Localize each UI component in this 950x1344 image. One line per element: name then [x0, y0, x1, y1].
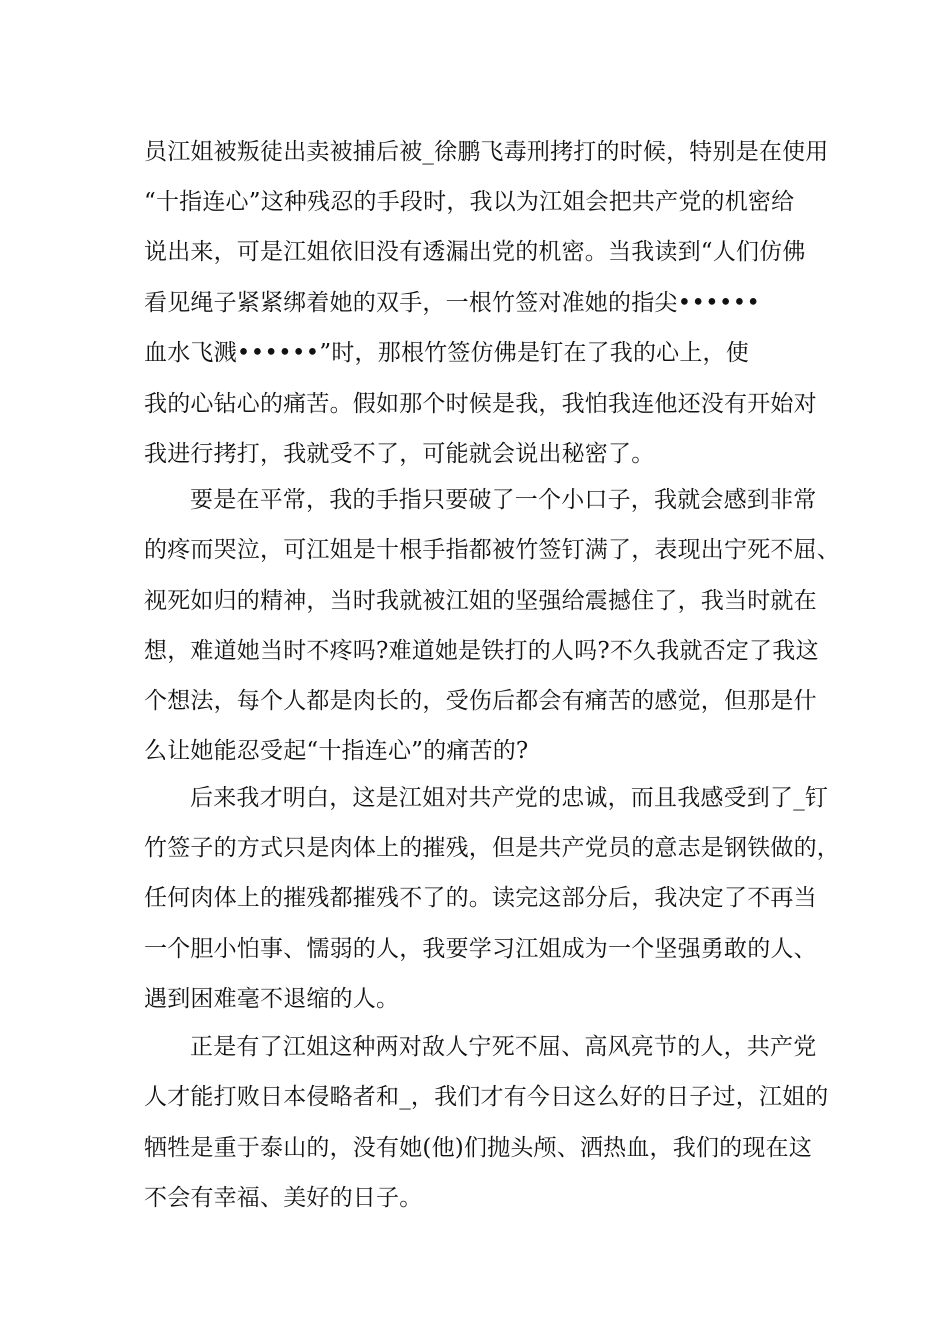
text-line: 说出来，可是江姐依旧没有透漏出党的机密。当我读到“人们仿佛	[144, 239, 806, 265]
text-line: 我进行拷打，我就受不了，可能就会说出秘密了。	[144, 441, 655, 467]
paragraph-first-line: 正是有了江姐这种两对敌人宁死不屈、高风亮节的人，共产党	[190, 1034, 817, 1060]
text-line: 牺牲是重于泰山的，没有她(他)们抛头颅、洒热血，我们的现在这	[144, 1135, 812, 1161]
text-line: 视死如归的精神，当时我就被江姐的坚强给震撼住了，我当时就在	[144, 588, 817, 614]
text-line: 的疼而哭泣，可江姐是十根手指都被竹签钉满了，表现出宁死不屈、	[144, 537, 840, 563]
text-line: 我的心钻心的痛苦。假如那个时候是我，我怕我连他还没有开始对	[144, 391, 817, 417]
text-line: 么让她能忍受起“十指连心”的痛苦的?	[144, 738, 529, 764]
text-line: 人才能打败日本侵略者和_，我们才有今日这么好的日子过，江姐的	[144, 1084, 829, 1110]
text-line: 竹签子的方式只是肉体上的摧残，但是共产党员的意志是钢铁做的，	[144, 835, 840, 861]
text-line: 看见绳子紧紧绑着她的双手，一根竹签对准她的指尖••••••	[144, 290, 761, 316]
text-line: 不会有幸福、美好的日子。	[144, 1185, 423, 1211]
text-line: 个想法，每个人都是肉长的，受伤后都会有痛苦的感觉，但那是什	[144, 688, 817, 714]
text-line: 任何肉体上的摧残都摧残不了的。读完这部分后，我决定了不再当	[144, 885, 817, 911]
text-line: 遇到困难毫不退缩的人。	[144, 986, 400, 1012]
text-line: 员江姐被叛徒出卖被捕后被_徐鹏飞毒刑拷打的时候，特别是在使用	[144, 139, 829, 165]
text-line: 血水飞溅••••••”时，那根竹签仿佛是钉在了我的心上，使	[144, 340, 749, 366]
text-line: 想，难道她当时不疼吗?难道她是铁打的人吗?不久我就否定了我这	[144, 638, 819, 664]
paragraph-first-line: 要是在平常，我的手指只要破了一个小口子，我就会感到非常	[190, 487, 817, 513]
text-line: 一个胆小怕事、懦弱的人，我要学习江姐成为一个坚强勇敢的人、	[144, 936, 817, 962]
paragraph-first-line: 后来我才明白，这是江姐对共产党的忠诚，而且我感受到了_钉	[190, 785, 829, 811]
text-line: “十指连心”这种残忍的手段时，我以为江姐会把共产党的机密给	[144, 189, 795, 215]
